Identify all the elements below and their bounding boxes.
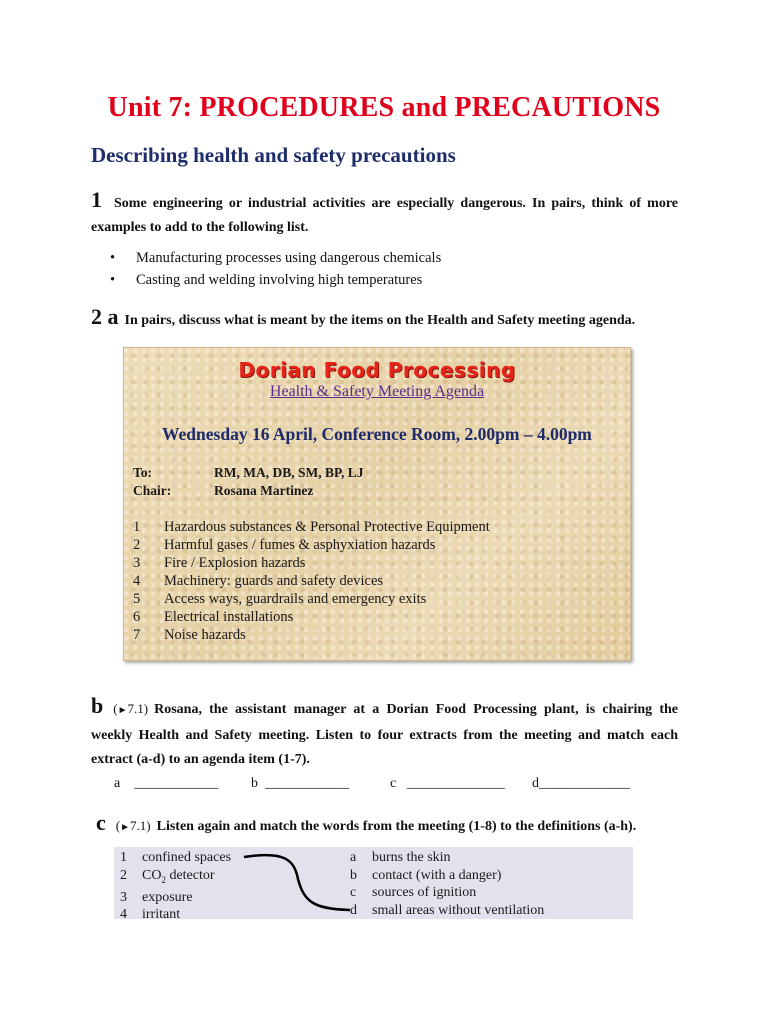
question-number: 1 <box>91 187 102 212</box>
agenda-item-number: 1 <box>133 519 141 535</box>
agenda-to-label: To: <box>133 465 153 480</box>
agenda-item-number: 4 <box>133 573 141 589</box>
audio-track[interactable]: (►7.1) <box>115 818 151 833</box>
section-subtitle: Describing health and safety precautions <box>91 143 456 167</box>
agenda-item-text: Access ways, guardrails and emergency exits <box>164 591 427 607</box>
definition-letter: a <box>350 850 357 865</box>
list-item <box>350 849 544 867</box>
agenda-item-number: 5 <box>133 591 141 607</box>
matching-table <box>114 847 633 923</box>
play-icon: ► <box>117 705 128 716</box>
answer-line: ____________ <box>134 776 219 791</box>
answer-line: ______________ <box>406 776 505 791</box>
definition-text: small areas without ventilation <box>372 902 545 918</box>
agenda-item <box>133 572 490 590</box>
definition-letter: c <box>350 885 357 900</box>
term-text: confined spaces <box>142 850 232 865</box>
question-text: In pairs, discuss what is meant by the items on the Health and Safety meeting agenda. <box>124 313 636 328</box>
agenda-chair-label: Chair: <box>133 483 172 498</box>
agenda-item <box>133 608 490 626</box>
agenda-heading: Health & Safety Meeting Agenda <box>269 383 485 400</box>
agenda-items <box>133 518 490 644</box>
agenda-item-text: Harmful gases / fumes & asphyxiation hazards <box>164 537 436 553</box>
answer-label: b <box>251 776 258 791</box>
answer-label: a <box>114 776 121 791</box>
agenda-item-text: Noise hazards <box>164 627 246 643</box>
agenda-item-number: 6 <box>133 609 141 625</box>
agenda-item <box>133 518 490 536</box>
agenda-item-text: Machinery: guards and safety devices <box>164 573 384 589</box>
term-text: exposure <box>142 889 193 905</box>
list-item <box>120 906 231 924</box>
question-number: 2 a <box>91 304 119 329</box>
term-text <box>142 867 215 889</box>
agenda-item <box>133 626 490 644</box>
term-number: 3 <box>120 889 127 905</box>
agenda-to-value: RM, MA, DB, SM, BP, LJ <box>214 465 364 480</box>
audio-track[interactable]: (►7.1) <box>113 701 149 716</box>
list-item-text: Manufacturing processes using dangerous chemicals <box>136 250 442 266</box>
agenda-company: Dorian Food Processing <box>238 358 516 382</box>
bullet-icon: • <box>110 250 116 266</box>
answer-blank-b[interactable] <box>251 776 349 792</box>
list-item <box>120 849 231 867</box>
question-letter: b <box>91 693 104 718</box>
term-text-main: CO <box>142 867 162 883</box>
agenda-date-line: Wednesday 16 April, Conference Room, 2.00pm – 4.00pm <box>162 424 592 444</box>
audio-track-label: 7.1) <box>130 818 151 833</box>
list-item <box>120 889 231 907</box>
term-number: 1 <box>120 850 127 865</box>
answer-blank-d[interactable] <box>532 776 630 792</box>
definition-text: sources of ignition <box>372 885 477 900</box>
answer-line: _____________ <box>539 776 630 791</box>
question-2c <box>96 810 636 836</box>
list-item <box>120 867 231 889</box>
definition-text: contact (with a danger) <box>372 867 502 883</box>
definition-letter: b <box>350 867 357 883</box>
list-item <box>110 269 441 291</box>
agenda-chair-value: Rosana Martinez <box>214 483 314 498</box>
answer-line: ____________ <box>265 776 349 791</box>
list-item <box>110 247 441 269</box>
terms-list <box>120 849 231 924</box>
question-text: Listen again and match the words from the meeting (1-8) to the definitions (a-h). <box>156 819 637 834</box>
term-number: 4 <box>120 907 127 923</box>
list-item <box>350 867 544 885</box>
list-item-text: Casting and welding involving high temperatures <box>136 272 423 288</box>
definition-text: burns the skin <box>372 850 451 865</box>
question-2a <box>91 304 635 330</box>
term-number: 2 <box>120 867 127 883</box>
agenda-item <box>133 536 490 554</box>
audio-track-label: 7.1) <box>127 701 149 716</box>
question-2b <box>91 694 678 772</box>
agenda-item <box>133 554 490 572</box>
question-text: Rosana, the assistant manager at a Dorian Food Processing plant, is chairing the weekly Health and Safety meeting. Listen to four extracts from the meeting and match each extract (a-d) to an agenda item (1-7). <box>91 702 678 767</box>
list-item <box>350 884 544 902</box>
answer-label: c <box>390 776 397 791</box>
agenda-item-number: 7 <box>133 627 141 643</box>
agenda-item-text: Electrical installations <box>164 609 294 625</box>
agenda-item-text: Hazardous substances & Personal Protective Equipment <box>164 519 490 535</box>
question-letter: c <box>96 810 106 835</box>
list-item <box>350 902 544 920</box>
agenda-item-text: Fire / Explosion hazards <box>164 555 306 571</box>
definitions-list <box>350 849 544 919</box>
agenda-card <box>123 347 631 661</box>
example-list <box>110 247 441 291</box>
play-icon: ► <box>120 822 131 833</box>
term-text-rest: detector <box>165 867 215 883</box>
definition-letter: d <box>350 902 357 918</box>
answer-label: d <box>532 776 539 791</box>
term-subscript: 2 <box>161 874 166 885</box>
agenda-item-number: 3 <box>133 555 141 571</box>
answer-blank-c[interactable] <box>390 776 505 792</box>
page-title: Unit 7: PROCEDURES and PRECAUTIONS <box>107 92 661 123</box>
agenda-item <box>133 590 490 608</box>
answer-blank-a[interactable] <box>114 776 218 792</box>
term-text: irritant <box>142 907 181 923</box>
question-text: Some engineering or industrial activities are especially dangerous. In pairs, think of more examples to add to the following list. <box>91 196 678 235</box>
bullet-icon: • <box>110 272 116 288</box>
question-1 <box>91 188 678 239</box>
agenda-item-number: 2 <box>133 537 141 553</box>
